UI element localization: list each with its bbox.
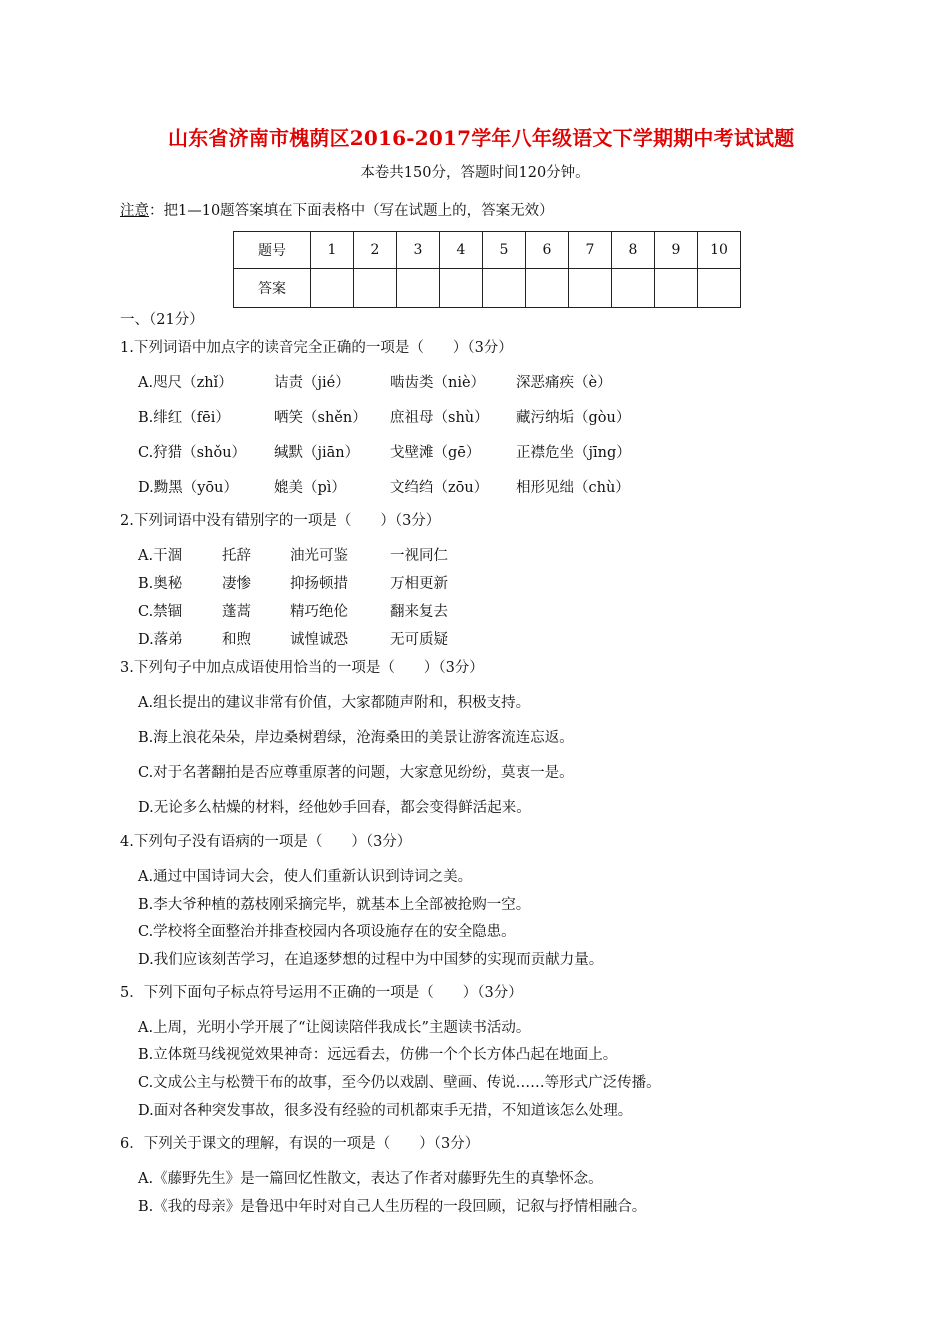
option-item: 无可质疑: [390, 632, 448, 648]
option-item: 托辞: [222, 548, 251, 564]
option-item: 凄惨: [222, 576, 251, 592]
option-item: 精巧绝伦: [290, 604, 348, 620]
option-item: 藏污纳垢（gòu）: [516, 410, 631, 426]
notice: [120, 199, 554, 220]
option-item: C.对于名著翻拍是否应尊重原著的问题，大家意见纷纷，莫衷一是。: [138, 765, 574, 781]
answer-cell[interactable]: [569, 269, 612, 308]
section-heading: 一、（21分）: [120, 312, 204, 328]
option-item: B.立体斑马线视觉效果神奇：远远看去，仿佛一个个长方体凸起在地面上。: [138, 1047, 618, 1063]
option-item: C.狩猎（shǒu）: [138, 445, 247, 461]
answer-cell[interactable]: [655, 269, 698, 308]
option-item: 深恶痛疾（è）: [516, 375, 612, 391]
answer-cell[interactable]: [440, 269, 483, 308]
table-cell: 题号: [234, 232, 311, 269]
answer-cell[interactable]: [397, 269, 440, 308]
table-cell: 6: [526, 232, 569, 269]
option-item: 蓬蒿: [222, 604, 251, 620]
table-cell: 10: [698, 232, 741, 269]
option-item: 一视同仁: [390, 548, 448, 564]
question-stem: 6．下列关于课文的理解，有误的一项是（ ）（3分）: [120, 1136, 480, 1152]
option-item: 诘责（jié）: [274, 375, 350, 391]
option-item: 万相更新: [390, 576, 448, 592]
answer-cell[interactable]: [354, 269, 397, 308]
table-cell: 答案: [234, 269, 311, 308]
answer-table-header-row: [234, 232, 741, 269]
question-stem: 3.下列句子中加点成语使用恰当的一项是（ ）（3分）: [120, 660, 484, 676]
option-item: 诚惶诚恐: [290, 632, 348, 648]
exam-info: 本卷共150分，答题时间120分钟。: [360, 165, 590, 181]
page-title: 山东省济南市槐荫区2016-2017学年八年级语文下学期期中考试试题: [168, 126, 795, 150]
option-item: B.《我的母亲》是鲁迅中年时对自己人生历程的一段回顾，记叙与抒情相融合。: [138, 1199, 647, 1215]
table-cell: 4: [440, 232, 483, 269]
option-item: 媲美（pì）: [274, 480, 346, 496]
option-item: 和煦: [222, 632, 251, 648]
option-item: B.奥秘: [138, 576, 183, 592]
answer-cell[interactable]: [311, 269, 354, 308]
option-item: 相形见绌（chù）: [516, 480, 630, 496]
answer-cell[interactable]: [526, 269, 569, 308]
option-item: 抑扬顿措: [290, 576, 348, 592]
option-item: D.无论多么枯燥的材料，经他妙手回春，都会变得鲜活起来。: [138, 800, 531, 816]
table-cell: 1: [311, 232, 354, 269]
option-item: C.禁锢: [138, 604, 183, 620]
answer-cell[interactable]: [483, 269, 526, 308]
question-stem: 5．下列下面句子标点符号运用不正确的一项是（ ）（3分）: [120, 985, 523, 1001]
answer-table: [233, 231, 741, 308]
option-item: D.我们应该刻苦学习，在追逐梦想的过程中为中国梦的实现而贡献力量。: [138, 952, 604, 968]
answer-cell[interactable]: [698, 269, 741, 308]
option-item: A.干涸: [138, 548, 183, 564]
option-item: 正襟危坐（jīng）: [516, 445, 631, 461]
option-item: A.《藤野先生》是一篇回忆性散文，表达了作者对藤野先生的真挚怀念。: [138, 1171, 603, 1187]
option-item: B.李大爷种植的荔枝刚采摘完毕，就基本上全部被抢购一空。: [138, 897, 531, 913]
answer-table-answer-row: [234, 269, 741, 308]
question-stem: 1.下列词语中加点字的读音完全正确的一项是（ ）（3分）: [120, 340, 513, 356]
table-cell: 8: [612, 232, 655, 269]
notice-text: ：把1—10题答案填在下面表格中（写在试题上的，答案无效）: [149, 203, 554, 219]
option-item: C.文成公主与松赞干布的故事，至今仍以戏剧、壁画、传说……等形式广泛传播。: [138, 1075, 661, 1091]
option-item: 庶祖母（shù）: [390, 410, 489, 426]
option-item: 戈壁滩（gē）: [390, 445, 481, 461]
table-cell: 2: [354, 232, 397, 269]
question-stem: 4.下列句子没有语病的一项是（ ）（3分）: [120, 834, 412, 850]
option-item: D.落弟: [138, 632, 183, 648]
option-item: B.海上浪花朵朵，岸边桑树碧绿，沧海桑田的美景让游客流连忘返。: [138, 730, 574, 746]
option-item: A.组长提出的建议非常有价值，大家都随声附和，积极支持。: [138, 695, 531, 711]
answer-cell[interactable]: [612, 269, 655, 308]
table-cell: 5: [483, 232, 526, 269]
option-item: 油光可鉴: [290, 548, 348, 564]
option-item: B.绯红（fēi）: [138, 410, 230, 426]
question-stem: 2.下列词语中没有错别字的一项是（ ）（3分）: [120, 513, 441, 529]
option-item: 文绉绉（zōu）: [390, 480, 489, 496]
option-item: C.学校将全面整治并排查校园内各项设施存在的安全隐患。: [138, 924, 516, 940]
option-item: A.咫尺（zhǐ）: [138, 375, 233, 391]
option-item: 哂笑（shěn）: [274, 410, 367, 426]
option-item: 翻来复去: [390, 604, 448, 620]
option-item: D.黝黑（yōu）: [138, 480, 238, 496]
table-cell: 3: [397, 232, 440, 269]
option-item: A.通过中国诗词大会，使人们重新认识到诗词之美。: [138, 869, 473, 885]
table-cell: 9: [655, 232, 698, 269]
option-item: A.上周，光明小学开展了“让阅读陪伴我成长”主题读书活动。: [138, 1020, 531, 1036]
notice-label: 注意: [120, 203, 149, 219]
option-item: 缄默（jiān）: [274, 445, 360, 461]
table-cell: 7: [569, 232, 612, 269]
option-item: 啮齿类（niè）: [390, 375, 486, 391]
option-item: D.面对各种突发事故，很多没有经验的司机都束手无措，不知道该怎么处理。: [138, 1103, 633, 1119]
